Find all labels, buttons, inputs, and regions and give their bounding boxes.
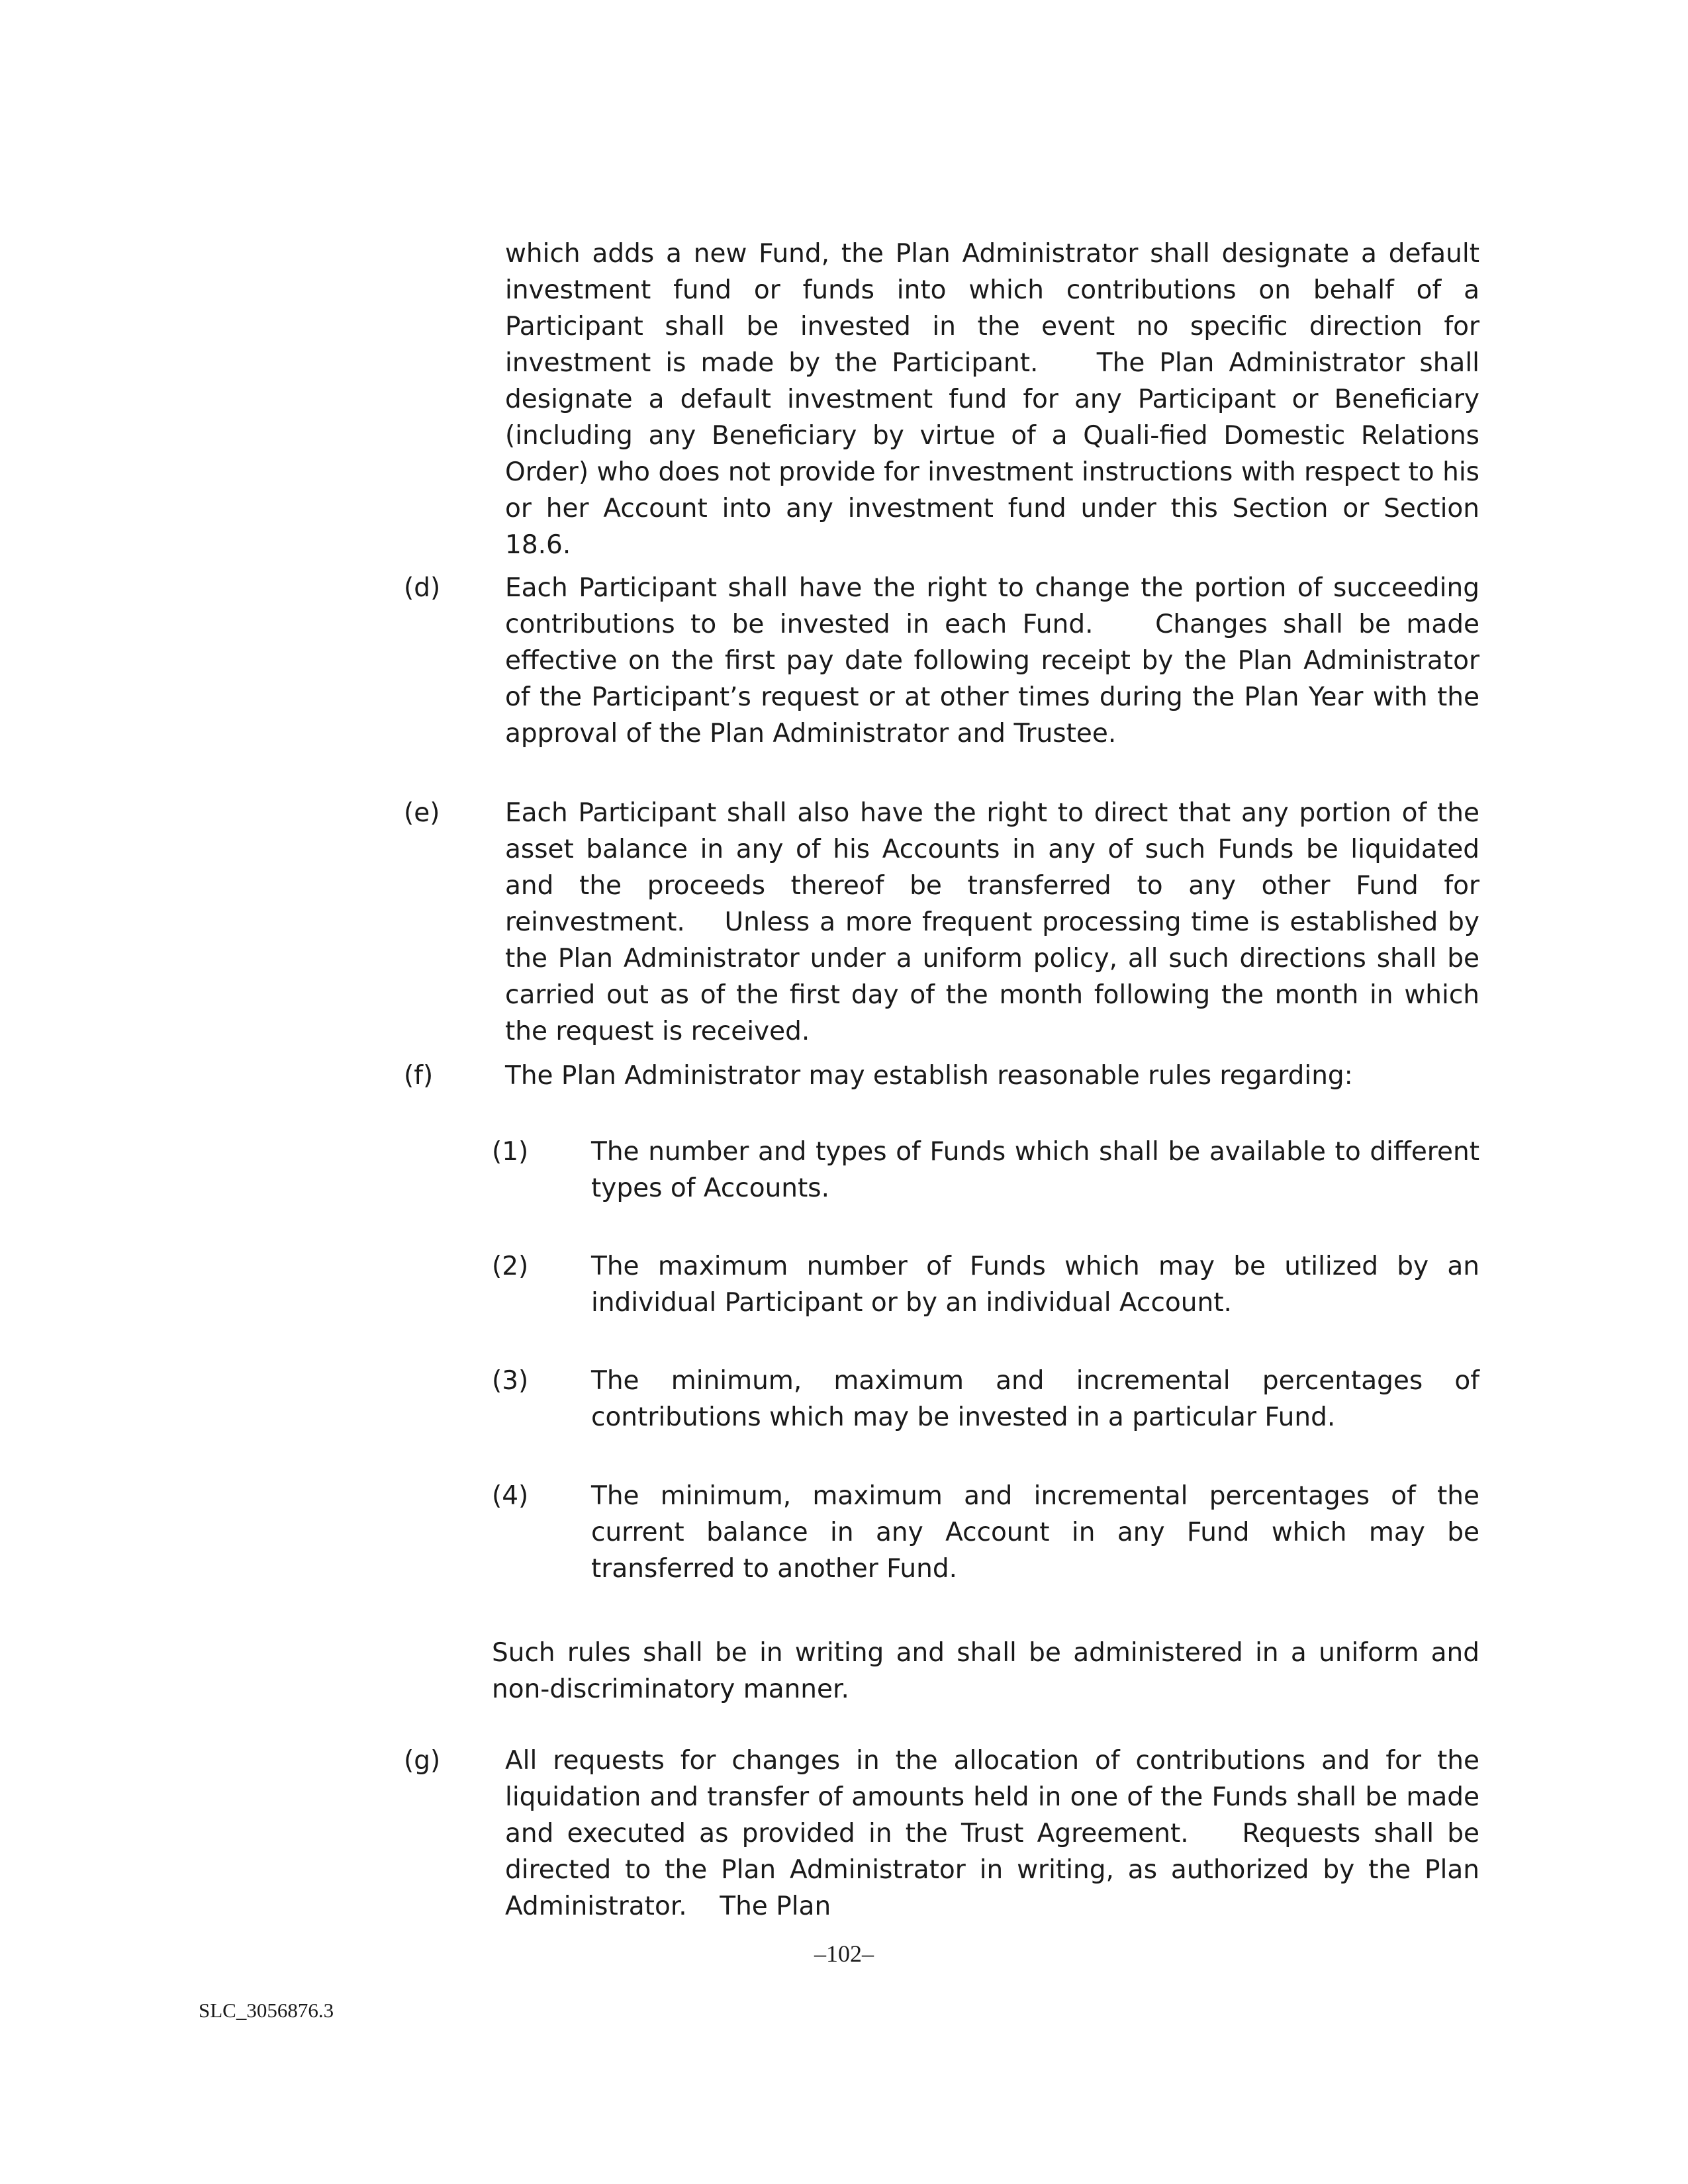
subitem-2-paragraph: The maximum number of Funds which may be utilized by an individual Participant or by an individual Account. (591, 1251, 1479, 1318)
item-g-paragraph: All requests for changes in the allocation of contributions and for the liquidation and transfer of amounts held in one of the Funds shall be made and executed as provided in the Trust Agreement. Requests shall be directed to the Plan Administrator in writing, as authorized by the Plan Administrator. The Plan (505, 1746, 1479, 1921)
page-number: –102– (814, 1940, 874, 1967)
subitem-3-paragraph: The minimum, maximum and incremental percentages of contributions which may be invested in a particular Fund. (591, 1366, 1479, 1432)
item-g-label: (g) (404, 1746, 441, 1776)
rules-closing-paragraph: Such rules shall be in writing and shall be administered in a uniform and non-discriminatory manner. (492, 1638, 1479, 1704)
item-e-label: (e) (404, 798, 440, 828)
subitem-2-label: (2) (492, 1251, 529, 1281)
subitem-3-label: (3) (492, 1366, 529, 1396)
subitem-4-paragraph: The minimum, maximum and incremental percentages of the current balance in any Account in any Fund which may be transferred to another Fund. (591, 1481, 1479, 1584)
subitem-4-label: (4) (492, 1481, 529, 1511)
subitem-1-paragraph: The number and types of Funds which shall be available to different types of Accounts. (591, 1137, 1479, 1203)
item-e-paragraph: Each Participant shall also have the right to direct that any portion of the asset balance in any of his Accounts in any of such Funds be liquidated and the proceeds thereof be transferred to any other Fund for reinvestment. Unless a more frequent processing time is established by the Plan Administrator under a uniform policy, all such directions shall be carried out as of the first day of the month following the month in which the request is received. (505, 798, 1479, 1046)
item-d-paragraph: Each Participant shall have the right to change the portion of succeeding contributions to be invested in each Fund. Changes shall be made effective on the first pay date following receipt by the Plan Administrator of the Participant’s request or at other times during the Plan Year with the approval of the Plan Administrator and Trustee. (505, 573, 1479, 749)
item-f-paragraph: The Plan Administrator may establish reasonable rules regarding: (505, 1061, 1353, 1091)
subitem-1-label: (1) (492, 1137, 529, 1167)
document-id: SLC_3056876.3 (199, 1999, 334, 2022)
item-f-label: (f) (404, 1061, 434, 1091)
continuation-paragraph: which adds a new Fund, the Plan Administrator shall designate a default investment fund or funds into which contributions on behalf of a Participant shall be invested in the event no specific direction for investment is made by the Participant. The Plan Administrator shall designate a default investment fund for any Participant or Beneficiary (including any Beneficiary by virtue of a Quali-fied Domestic Relations Order) who does not provide for investment instructions with respect to his or her Account into any investment fund under this Section or Section 18.6. (505, 239, 1479, 560)
item-d-label: (d) (404, 573, 441, 603)
